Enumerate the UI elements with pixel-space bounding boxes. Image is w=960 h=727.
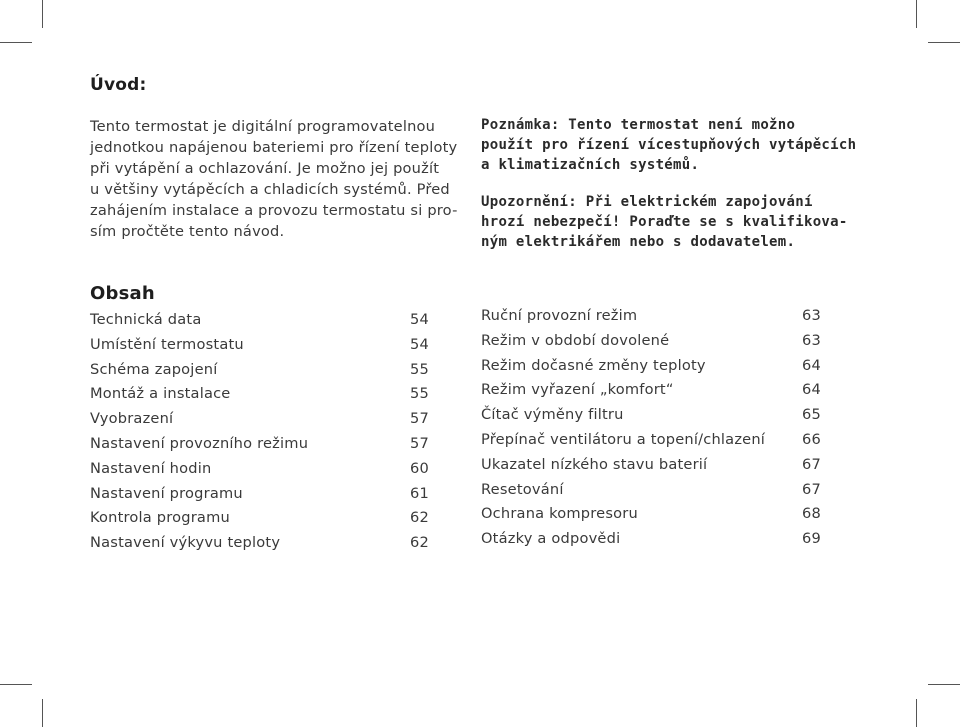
toc-entry <box>481 403 821 428</box>
toc-entry <box>90 308 430 333</box>
toc-entry-page: 66 <box>802 430 821 448</box>
toc-entry-title: Technická data <box>90 311 202 328</box>
toc-entry-page: 65 <box>802 406 821 424</box>
crop-mark-bottom-right <box>916 699 917 727</box>
toc-entry <box>481 304 821 329</box>
toc-entry <box>90 482 430 507</box>
toc-entry <box>90 432 430 457</box>
toc-entry-title: Režim dočasné změny teploty <box>481 356 706 374</box>
toc-entry <box>90 531 430 556</box>
toc-entry-title: Režim vyřazení „komfort“ <box>481 381 674 399</box>
crop-mark-bottom-left-horizontal <box>0 684 32 685</box>
toc-entry <box>481 478 821 503</box>
toc-entry-page: 57 <box>410 434 429 452</box>
toc-entry-page: 63 <box>802 307 821 324</box>
toc-entry-page: 62 <box>410 509 429 527</box>
toc-left-column <box>90 308 430 556</box>
toc-entry-title: Umístění termostatu <box>90 335 244 353</box>
toc-entry-page: 57 <box>410 410 429 428</box>
note-line: a klimatizačních systémů. <box>481 157 700 173</box>
toc-entry <box>481 453 821 478</box>
toc-entry-page: 64 <box>802 381 821 399</box>
toc-entry-title: Ruční provozní režim <box>481 307 638 324</box>
toc-entry-title: Resetování <box>481 480 564 498</box>
toc-entry-page: 62 <box>410 534 429 552</box>
note-line: použít pro řízení vícestupňových vytápěcích <box>481 137 857 153</box>
toc-entry-title: Kontrola programu <box>90 509 230 527</box>
toc-entry-page: 68 <box>802 505 821 523</box>
warning-line: ným elektrikářem nebo s dodavatelem. <box>481 234 796 250</box>
toc-entry <box>481 378 821 403</box>
toc-entry-page: 64 <box>802 356 821 374</box>
toc-entry <box>481 502 821 527</box>
warning-line: Upozornění: Při elektrickém zapojování <box>481 194 813 210</box>
toc-entry-page: 69 <box>802 530 821 548</box>
warning-line: hrozí nebezpečí! Poraďte se s kvalifikova- <box>481 214 848 230</box>
crop-mark-bottom-right-horizontal <box>928 684 960 685</box>
toc-entry <box>90 407 430 432</box>
intro-line: u většiny vytápěcích a chladicích systémů. Před <box>90 181 450 198</box>
intro-line: zahájením instalace a provozu termostatu si pro- <box>90 202 458 219</box>
crop-mark-top-left-horizontal <box>0 42 32 43</box>
note-line: Poznámka: Tento termostat není možno <box>481 117 796 133</box>
toc-entry <box>481 354 821 379</box>
toc-entry-title: Přepínač ventilátoru a topení/chlazení <box>481 430 766 448</box>
toc-entry-page: 55 <box>410 385 429 403</box>
toc-entry-page: 67 <box>802 455 821 473</box>
toc-entry-page: 54 <box>410 335 429 353</box>
toc-entry <box>90 382 430 407</box>
crop-mark-top-left <box>42 0 43 28</box>
toc-entry-title: Otázky a odpovědi <box>481 530 621 548</box>
toc-entry <box>481 329 821 354</box>
toc-entry-title: Nastavení hodin <box>90 459 212 477</box>
toc-entry-page: 61 <box>410 484 429 502</box>
toc-entry <box>90 333 430 358</box>
intro-line: sím pročtěte tento návod. <box>90 223 285 240</box>
toc-entry <box>90 358 430 383</box>
toc-entry-title: Režim v období dovolené <box>481 331 670 349</box>
toc-heading: Obsah <box>90 283 155 304</box>
toc-entry-page: 63 <box>802 331 821 349</box>
crop-mark-bottom-left <box>42 699 43 727</box>
toc-entry-page: 67 <box>802 480 821 498</box>
toc-entry-title: Nastavení provozního režimu <box>90 434 309 452</box>
toc-entry-page: 60 <box>410 459 429 477</box>
toc-entry-title: Montáž a instalace <box>90 385 231 403</box>
toc-entry <box>90 506 430 531</box>
toc-entry <box>481 527 821 552</box>
toc-entry-title: Čítač výměny filtru <box>481 406 624 424</box>
toc-entry-title: Nastavení programu <box>90 484 243 502</box>
intro-paragraph <box>90 116 462 242</box>
toc-entry-title: Schéma zapojení <box>90 360 218 378</box>
crop-mark-top-right <box>916 0 917 28</box>
crop-mark-top-right-horizontal <box>928 42 960 43</box>
toc-entry-title: Ochrana kompresoru <box>481 505 638 523</box>
intro-line: při vytápění a ochlazování. Je možno jej použít <box>90 160 440 177</box>
toc-entry-page: 54 <box>410 311 429 328</box>
toc-entry-title: Ukazatel nízkého stavu baterií <box>481 455 708 473</box>
intro-line: Tento termostat je digitální programovatelnou <box>90 118 436 135</box>
toc-entry-title: Nastavení výkyvu teploty <box>90 534 281 552</box>
note-box <box>481 115 861 252</box>
toc-entry-title: Vyobrazení <box>90 410 174 428</box>
toc-entry <box>90 457 430 482</box>
intro-line: jednotkou napájenou bateriemi pro řízení teploty <box>90 139 458 156</box>
toc-right-column <box>481 304 821 552</box>
intro-heading: Úvod: <box>90 75 147 95</box>
toc-entry-page: 55 <box>410 360 429 378</box>
toc-entry <box>481 428 821 453</box>
